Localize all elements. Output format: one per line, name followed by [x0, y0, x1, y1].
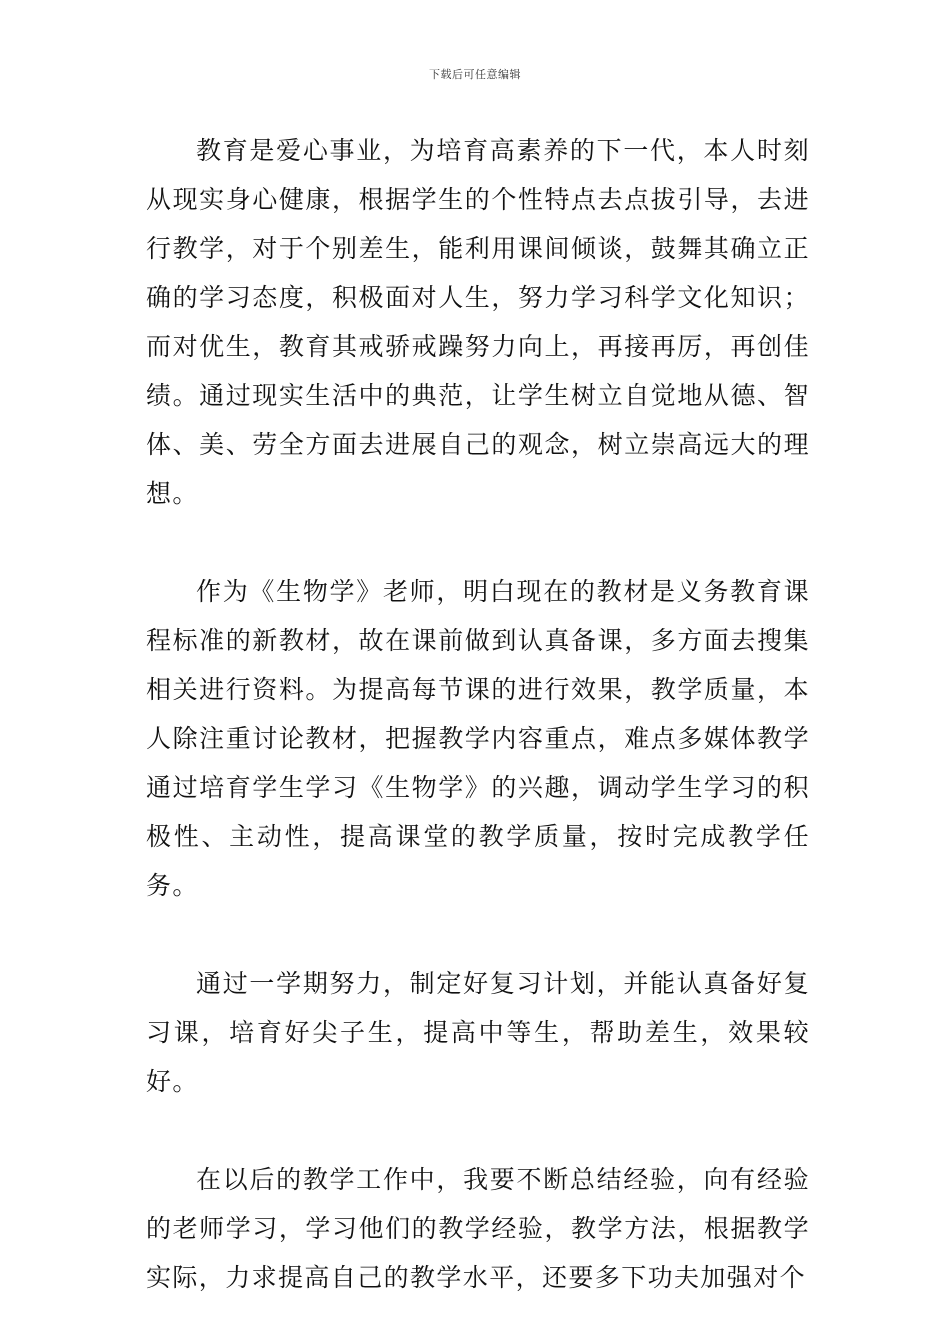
paragraph-1: 教育是爱心事业，为培育高素养的下一代，本人时刻从现实身心健康，根据学生的个性特点去点拔引导，去进行教学，对于个别差生，能利用课间倾谈，鼓舞其确立正确的学习态度，积极面对人生，努力学习科学文化知识；而对优生，教育其戒骄戒躁努力向上，再接再厉，再创佳绩。通过现实生活中的典范，让学生树立自觉地从德、智体、美、劳全方面去进展自己的观念，树立崇高远大的理想。 — [146, 136, 810, 508]
paragraph-spacer — [146, 518, 810, 567]
page-header: 下载后可任意编辑 — [429, 68, 521, 81]
paragraph-3: 通过一学期努力，制定好复习计划，并能认真备好复习课，培育好尖子生，提高中等生，帮助差生，效果较好。 — [146, 969, 810, 1096]
paragraph-spacer — [146, 910, 810, 959]
document-body — [146, 126, 810, 1302]
paragraph-2: 作为《生物学》老师，明白现在的教材是义务教育课程标准的新教材，故在课前做到认真备课，多方面去搜集相关进行资料。为提高每节课的进行效果，教学质量，本人除注重讨论教材，把握教学内容重点，难点多媒体教学通过培育学生学习《生物学》的兴趣，调动学生学习的积极性、主动性，提高课堂的教学质量，按时完成教学任务。 — [146, 577, 810, 900]
paragraph-4: 在以后的教学工作中，我要不断总结经验，向有经验的老师学习，学习他们的教学经验，教学方法，根据教学实际，力求提高自己的教学水平，还要多下功夫加强对个 — [146, 1165, 810, 1292]
paragraph-spacer — [146, 1106, 810, 1155]
